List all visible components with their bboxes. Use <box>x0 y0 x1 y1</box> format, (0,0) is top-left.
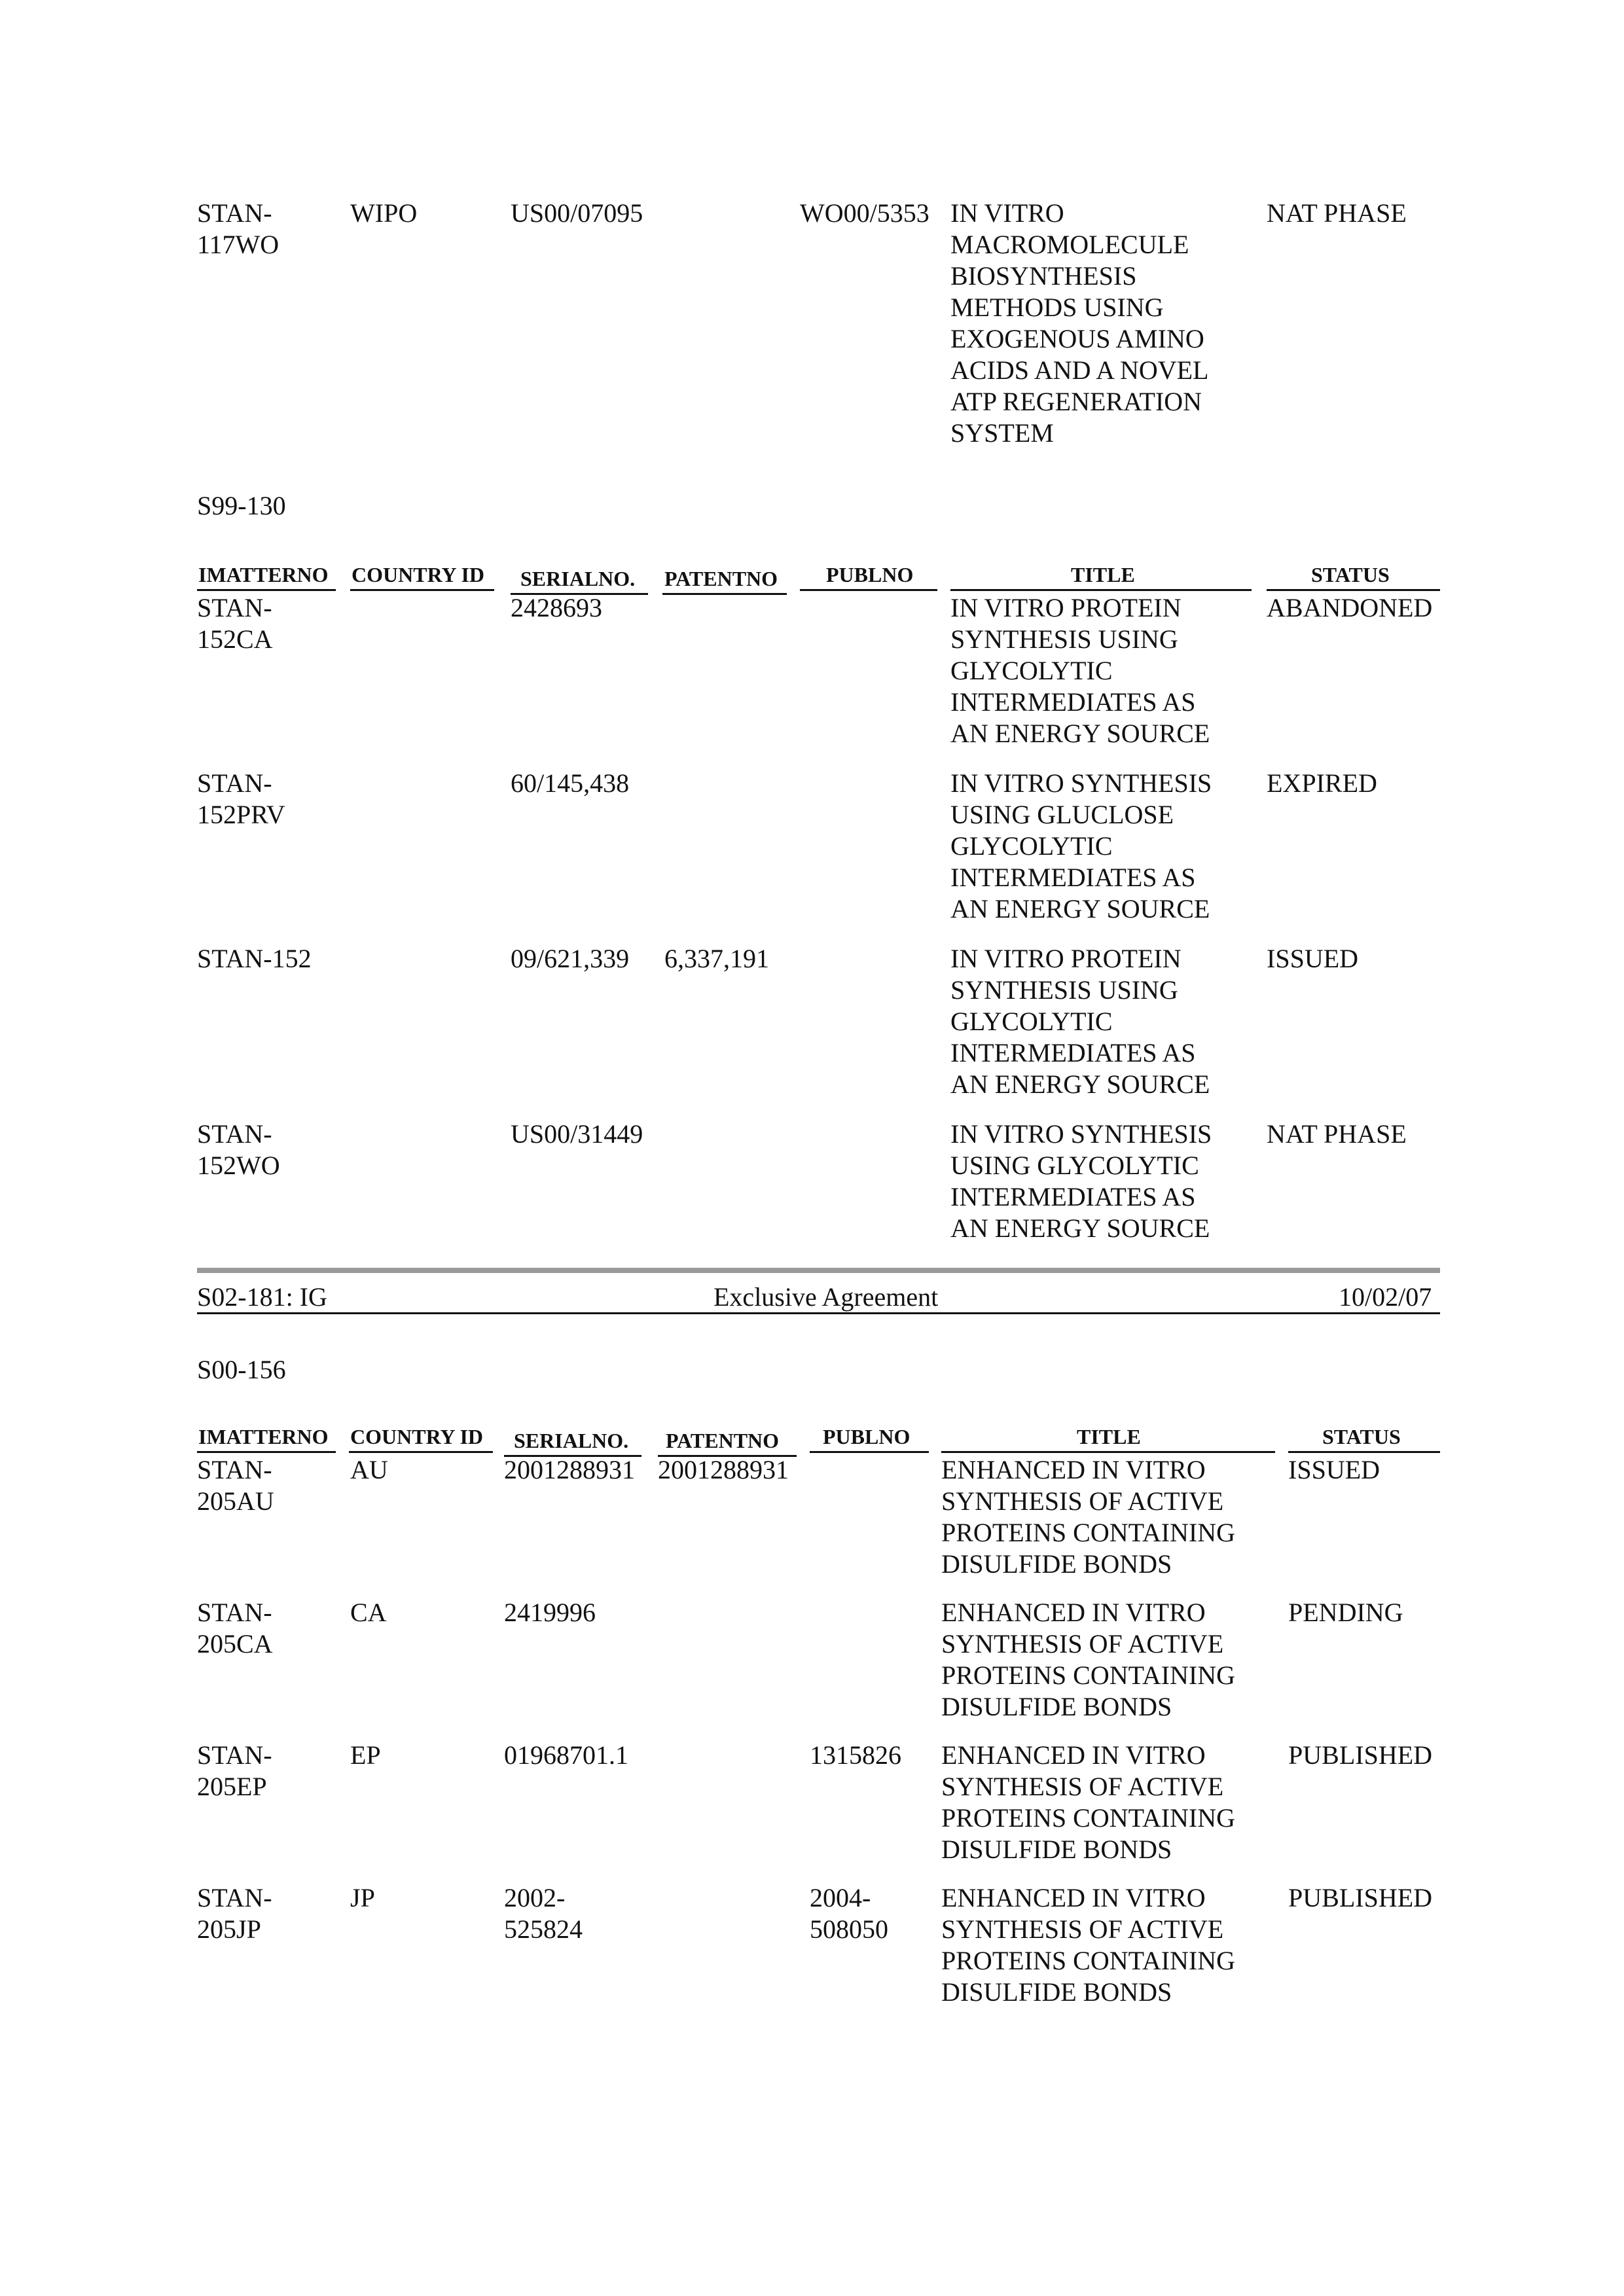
row-title: ENHANCED IN VITRO SYNTHESIS OF ACTIVE PROTEINS CONTAINING DISULFIDE BONDS <box>941 1598 1236 1721</box>
row-imatterno: STAN-152 <box>197 944 312 973</box>
row-imatterno: STAN- 205JP <box>197 1883 272 1944</box>
agreement-type: Exclusive Agreement <box>713 1282 939 1312</box>
row-title: IN VITRO PROTEIN SYNTHESIS USING GLYCOLYTIC INTERMEDIATES AS AN ENERGY SOURCE <box>950 593 1210 748</box>
top-row-status: NAT PHASE <box>1267 198 1407 228</box>
row-serial: 2001288931 <box>504 1455 635 1484</box>
header-status: STATUS <box>1311 563 1390 586</box>
header-patent: PATENTNO <box>664 567 778 590</box>
agreement-date: 10/02/07 <box>1339 1282 1432 1312</box>
row-imatterno: STAN- 152CA <box>197 593 273 654</box>
row-status: EXPIRED <box>1267 768 1377 798</box>
row-title: IN VITRO SYNTHESIS USING GLYCOLYTIC INTERMEDIATES AS AN ENERGY SOURCE <box>950 1119 1212 1243</box>
agreement-divider-top <box>197 1268 1440 1273</box>
row-imatterno: STAN- 152WO <box>197 1119 280 1180</box>
row-serial: 09/621,339 <box>511 944 630 973</box>
row-publ: 2004- 508050 <box>810 1883 888 1944</box>
header-imatterno: IMATTERNO <box>198 563 329 586</box>
header-patent: PATENTNO <box>666 1429 780 1452</box>
row-publ: 1315826 <box>810 1740 901 1770</box>
top-row-publno: WO00/5353 <box>800 198 929 228</box>
row-title: IN VITRO PROTEIN SYNTHESIS USING GLYCOLYTIC INTERMEDIATES AS AN ENERGY SOURCE <box>950 944 1210 1099</box>
row-status: NAT PHASE <box>1267 1119 1407 1149</box>
top-row-title: IN VITRO MACROMOLECULE BIOSYNTHESIS METHODS USING EXOGENOUS AMINO ACIDS AND A NOVEL ATP REGENERATION SYSTEM <box>950 198 1209 448</box>
header-publ: PUBLNO <box>823 1425 911 1448</box>
row-status: ISSUED <box>1267 944 1359 973</box>
row-country: AU <box>350 1455 388 1484</box>
header-imatterno: IMATTERNO <box>198 1425 329 1448</box>
row-serial: 2428693 <box>511 593 602 622</box>
section2-label: S00-156 <box>197 1355 286 1384</box>
row-serial: 60/145,438 <box>511 768 630 798</box>
row-serial: US00/31449 <box>511 1119 643 1149</box>
row-patent: 2001288931 <box>658 1455 789 1484</box>
agreement-id: S02-181: IG <box>197 1282 327 1312</box>
row-imatterno: STAN- 205AU <box>197 1455 274 1516</box>
header-status: STATUS <box>1322 1425 1401 1448</box>
row-imatterno: STAN- 152PRV <box>197 768 285 829</box>
row-country: CA <box>350 1598 387 1627</box>
header-title: TITLE <box>1077 1425 1141 1448</box>
header-country: COUNTRY ID <box>350 1425 484 1448</box>
row-imatterno: STAN- 205EP <box>197 1740 272 1801</box>
header-serial: SERIALNO. <box>520 567 636 590</box>
section1-label: S99-130 <box>197 491 286 520</box>
row-title: ENHANCED IN VITRO SYNTHESIS OF ACTIVE PROTEINS CONTAINING DISULFIDE BONDS <box>941 1455 1236 1579</box>
row-serial: 01968701.1 <box>504 1740 628 1770</box>
row-country: JP <box>350 1883 375 1912</box>
row-status: ABANDONED <box>1267 593 1433 622</box>
header-publ: PUBLNO <box>826 563 914 586</box>
header-country: COUNTRY ID <box>352 563 485 586</box>
top-row-serial: US00/07095 <box>511 198 643 228</box>
row-status: PENDING <box>1288 1598 1403 1627</box>
row-patent: 6,337,191 <box>664 944 769 973</box>
row-status: ISSUED <box>1288 1455 1380 1484</box>
row-serial: 2419996 <box>504 1598 596 1627</box>
row-title: ENHANCED IN VITRO SYNTHESIS OF ACTIVE PROTEINS CONTAINING DISULFIDE BONDS <box>941 1740 1236 1864</box>
row-country: EP <box>350 1740 381 1770</box>
header-serial: SERIALNO. <box>514 1429 629 1452</box>
agreement-divider-bottom <box>197 1312 1440 1314</box>
row-serial: 2002- 525824 <box>504 1883 583 1944</box>
row-title: IN VITRO SYNTHESIS USING GLUCLOSE GLYCOLYTIC INTERMEDIATES AS AN ENERGY SOURCE <box>950 768 1212 924</box>
row-imatterno: STAN- 205CA <box>197 1598 273 1659</box>
row-status: PUBLISHED <box>1288 1883 1433 1912</box>
row-status: PUBLISHED <box>1288 1740 1433 1770</box>
top-row-country: WIPO <box>350 198 418 228</box>
row-title: ENHANCED IN VITRO SYNTHESIS OF ACTIVE PROTEINS CONTAINING DISULFIDE BONDS <box>941 1883 1236 2007</box>
header-title: TITLE <box>1071 563 1135 586</box>
top-row-imatterno: STAN- 117WO <box>197 198 280 259</box>
